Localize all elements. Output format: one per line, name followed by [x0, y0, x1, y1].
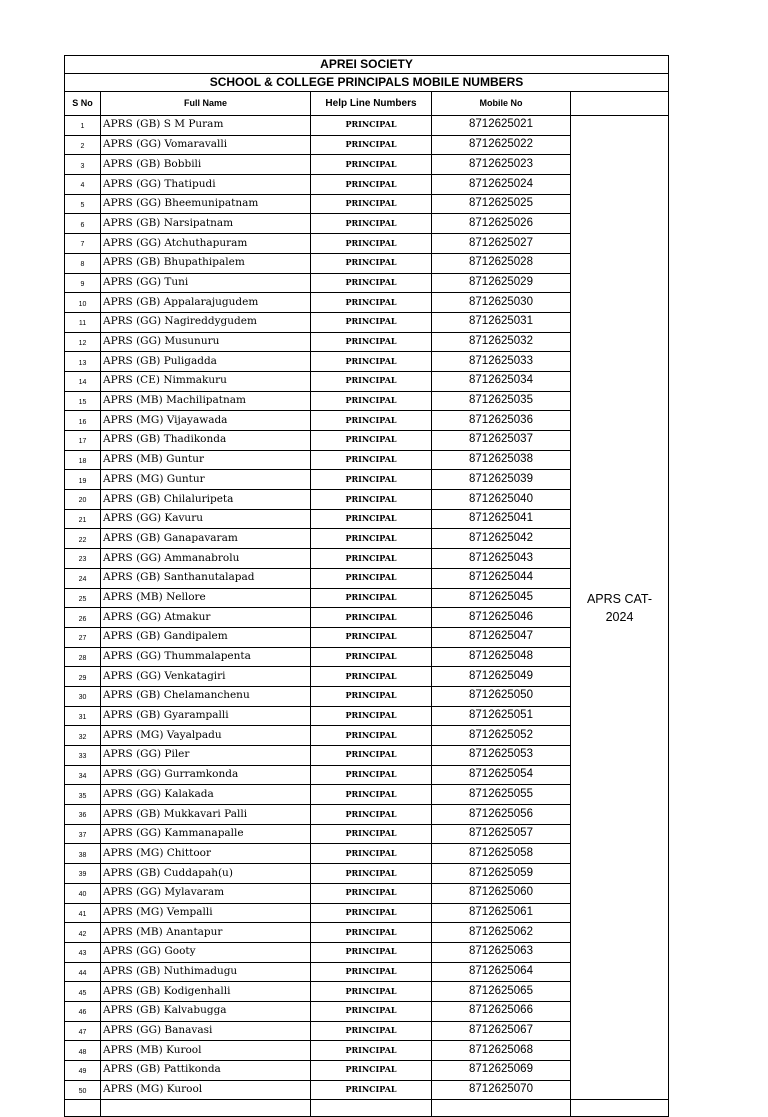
row-mobile: 8712625058: [432, 844, 571, 864]
row-mobile: 8712625037: [432, 431, 571, 451]
row-mobile: 8712625064: [432, 962, 571, 982]
row-mobile: 8712625054: [432, 765, 571, 785]
row-mobile: 8712625063: [432, 942, 571, 962]
row-helpline: PRINCIPAL: [311, 490, 432, 510]
row-helpline: PRINCIPAL: [311, 864, 432, 884]
row-name: APRS (GG) Mylavaram: [101, 883, 311, 903]
row-mobile: 8712625039: [432, 470, 571, 490]
row-helpline: PRINCIPAL: [311, 312, 432, 332]
header-mobile: Mobile No: [432, 92, 571, 116]
row-mobile: 8712625026: [432, 214, 571, 234]
row-helpline: PRINCIPAL: [311, 726, 432, 746]
row-helpline: PRINCIPAL: [311, 332, 432, 352]
row-sno: 36: [65, 805, 101, 825]
row-sno: 20: [65, 490, 101, 510]
row-mobile: 8712625044: [432, 568, 571, 588]
blank-row: [65, 1100, 669, 1117]
header-name: Full Name: [101, 92, 311, 116]
row-name: APRS (MG) Vijayawada: [101, 411, 311, 431]
row-name: APRS (GG) Venkatagiri: [101, 667, 311, 687]
row-mobile: 8712625070: [432, 1080, 571, 1100]
row-sno: 2: [65, 135, 101, 155]
row-name: APRS (MG) Guntur: [101, 470, 311, 490]
row-sno: 30: [65, 686, 101, 706]
row-name: APRS (CE) Nimmakuru: [101, 371, 311, 391]
row-sno: 50: [65, 1080, 101, 1100]
row-sno: 41: [65, 903, 101, 923]
row-sno: 3: [65, 155, 101, 175]
row-name: APRS (GB) Kalvabugga: [101, 1001, 311, 1021]
row-sno: 15: [65, 391, 101, 411]
row-mobile: 8712625066: [432, 1001, 571, 1021]
row-mobile: 8712625061: [432, 903, 571, 923]
row-sno: 16: [65, 411, 101, 431]
row-sno: 14: [65, 371, 101, 391]
row-helpline: PRINCIPAL: [311, 214, 432, 234]
blank-cell: [65, 1100, 101, 1117]
row-helpline: PRINCIPAL: [311, 1001, 432, 1021]
row-sno: 40: [65, 883, 101, 903]
row-helpline: PRINCIPAL: [311, 293, 432, 313]
row-name: APRS (GG) Nagireddygudem: [101, 312, 311, 332]
row-mobile: 8712625069: [432, 1061, 571, 1081]
row-helpline: PRINCIPAL: [311, 450, 432, 470]
row-helpline: PRINCIPAL: [311, 529, 432, 549]
row-helpline: PRINCIPAL: [311, 509, 432, 529]
row-name: APRS (GG) Tuni: [101, 273, 311, 293]
row-name: APRS (GB) Bhupathipalem: [101, 253, 311, 273]
row-sno: 44: [65, 962, 101, 982]
row-name: APRS (MB) Anantapur: [101, 923, 311, 943]
row-helpline: PRINCIPAL: [311, 785, 432, 805]
row-helpline: PRINCIPAL: [311, 667, 432, 687]
document-title: APREI SOCIETY: [65, 56, 669, 74]
row-helpline: PRINCIPAL: [311, 391, 432, 411]
row-mobile: 8712625021: [432, 116, 571, 136]
row-mobile: 8712625047: [432, 627, 571, 647]
row-helpline: PRINCIPAL: [311, 844, 432, 864]
row-mobile: 8712625053: [432, 746, 571, 766]
row-mobile: 8712625060: [432, 883, 571, 903]
row-sno: 37: [65, 824, 101, 844]
row-helpline: PRINCIPAL: [311, 116, 432, 136]
row-helpline: PRINCIPAL: [311, 942, 432, 962]
row-mobile: 8712625043: [432, 549, 571, 569]
row-helpline: PRINCIPAL: [311, 549, 432, 569]
row-mobile: 8712625046: [432, 608, 571, 628]
row-sno: 12: [65, 332, 101, 352]
row-mobile: 8712625024: [432, 175, 571, 195]
row-helpline: PRINCIPAL: [311, 903, 432, 923]
row-sno: 48: [65, 1041, 101, 1061]
row-mobile: 8712625025: [432, 194, 571, 214]
row-sno: 17: [65, 431, 101, 451]
row-name: APRS (MB) Nellore: [101, 588, 311, 608]
header-blank: [571, 92, 669, 116]
row-mobile: 8712625056: [432, 805, 571, 825]
row-sno: 45: [65, 982, 101, 1002]
row-mobile: 8712625032: [432, 332, 571, 352]
row-sno: 42: [65, 923, 101, 943]
row-helpline: PRINCIPAL: [311, 647, 432, 667]
row-name: APRS (GB) Gyarampalli: [101, 706, 311, 726]
row-sno: 10: [65, 293, 101, 313]
table-row: [65, 116, 669, 136]
row-name: APRS (GG) Musunuru: [101, 332, 311, 352]
row-helpline: PRINCIPAL: [311, 746, 432, 766]
row-name: APRS (GG) Bheemunipatnam: [101, 194, 311, 214]
row-helpline: PRINCIPAL: [311, 431, 432, 451]
category-label: APRS CAT- 2024: [571, 116, 669, 1100]
row-helpline: PRINCIPAL: [311, 883, 432, 903]
row-helpline: PRINCIPAL: [311, 805, 432, 825]
row-name: APRS (GG) Vomaravalli: [101, 135, 311, 155]
row-name: APRS (MG) Chittoor: [101, 844, 311, 864]
row-name: APRS (GB) Thadikonda: [101, 431, 311, 451]
row-sno: 38: [65, 844, 101, 864]
row-name: APRS (GG) Kammanapalle: [101, 824, 311, 844]
row-helpline: PRINCIPAL: [311, 1021, 432, 1041]
row-sno: 13: [65, 352, 101, 372]
row-sno: 26: [65, 608, 101, 628]
row-mobile: 8712625033: [432, 352, 571, 372]
row-helpline: PRINCIPAL: [311, 824, 432, 844]
row-helpline: PRINCIPAL: [311, 588, 432, 608]
row-helpline: PRINCIPAL: [311, 1080, 432, 1100]
row-sno: 35: [65, 785, 101, 805]
row-sno: 49: [65, 1061, 101, 1081]
row-sno: 8: [65, 253, 101, 273]
row-name: APRS (GB) Chilaluripeta: [101, 490, 311, 510]
row-mobile: 8712625042: [432, 529, 571, 549]
row-mobile: 8712625041: [432, 509, 571, 529]
row-name: APRS (GG) Thummalapenta: [101, 647, 311, 667]
row-mobile: 8712625048: [432, 647, 571, 667]
principals-table: [64, 55, 669, 1117]
row-mobile: 8712625034: [432, 371, 571, 391]
row-sno: 39: [65, 864, 101, 884]
document-subtitle: SCHOOL & COLLEGE PRINCIPALS MOBILE NUMBERS: [65, 74, 669, 92]
row-name: APRS (GB) Chelamanchenu: [101, 686, 311, 706]
row-name: APRS (MG) Vempalli: [101, 903, 311, 923]
row-name: APRS (GB) S M Puram: [101, 116, 311, 136]
row-sno: 22: [65, 529, 101, 549]
row-sno: 19: [65, 470, 101, 490]
row-helpline: PRINCIPAL: [311, 411, 432, 431]
row-mobile: 8712625065: [432, 982, 571, 1002]
row-mobile: 8712625031: [432, 312, 571, 332]
row-sno: 33: [65, 746, 101, 766]
row-sno: 47: [65, 1021, 101, 1041]
row-mobile: 8712625062: [432, 923, 571, 943]
row-mobile: 8712625068: [432, 1041, 571, 1061]
row-mobile: 8712625059: [432, 864, 571, 884]
row-mobile: 8712625040: [432, 490, 571, 510]
row-sno: 43: [65, 942, 101, 962]
row-mobile: 8712625029: [432, 273, 571, 293]
row-sno: 9: [65, 273, 101, 293]
row-name: APRS (MG) Vayalpadu: [101, 726, 311, 746]
row-sno: 34: [65, 765, 101, 785]
row-mobile: 8712625027: [432, 234, 571, 254]
row-mobile: 8712625067: [432, 1021, 571, 1041]
row-name: APRS (GB) Nuthimadugu: [101, 962, 311, 982]
row-helpline: PRINCIPAL: [311, 765, 432, 785]
row-helpline: PRINCIPAL: [311, 155, 432, 175]
row-mobile: 8712625051: [432, 706, 571, 726]
row-name: APRS (GG) Banavasi: [101, 1021, 311, 1041]
blank-cell: [432, 1100, 571, 1117]
row-helpline: PRINCIPAL: [311, 923, 432, 943]
row-mobile: 8712625052: [432, 726, 571, 746]
header-helpline: Help Line Numbers: [311, 92, 432, 116]
row-name: APRS (GG) Atmakur: [101, 608, 311, 628]
row-sno: 29: [65, 667, 101, 687]
row-mobile: 8712625036: [432, 411, 571, 431]
row-mobile: 8712625022: [432, 135, 571, 155]
row-helpline: PRINCIPAL: [311, 175, 432, 195]
row-sno: 32: [65, 726, 101, 746]
header-sno: S No: [65, 92, 101, 116]
row-sno: 5: [65, 194, 101, 214]
row-name: APRS (MG) Kurool: [101, 1080, 311, 1100]
row-mobile: 8712625050: [432, 686, 571, 706]
row-name: APRS (GB) Pattikonda: [101, 1061, 311, 1081]
row-sno: 31: [65, 706, 101, 726]
row-sno: 23: [65, 549, 101, 569]
row-name: APRS (MB) Kurool: [101, 1041, 311, 1061]
row-helpline: PRINCIPAL: [311, 352, 432, 372]
row-sno: 21: [65, 509, 101, 529]
row-mobile: 8712625045: [432, 588, 571, 608]
row-mobile: 8712625023: [432, 155, 571, 175]
row-name: APRS (MB) Machilipatnam: [101, 391, 311, 411]
row-helpline: PRINCIPAL: [311, 627, 432, 647]
row-name: APRS (GB) Mukkavari Palli: [101, 805, 311, 825]
row-name: APRS (GB) Cuddapah(u): [101, 864, 311, 884]
row-sno: 24: [65, 568, 101, 588]
row-mobile: 8712625055: [432, 785, 571, 805]
row-sno: 46: [65, 1001, 101, 1021]
row-mobile: 8712625057: [432, 824, 571, 844]
row-mobile: 8712625049: [432, 667, 571, 687]
row-name: APRS (GG) Piler: [101, 746, 311, 766]
row-mobile: 8712625035: [432, 391, 571, 411]
row-name: APRS (GB) Puligadda: [101, 352, 311, 372]
row-helpline: PRINCIPAL: [311, 706, 432, 726]
row-sno: 7: [65, 234, 101, 254]
row-helpline: PRINCIPAL: [311, 608, 432, 628]
row-name: APRS (GG) Kalakada: [101, 785, 311, 805]
row-sno: 6: [65, 214, 101, 234]
row-name: APRS (GG) Kavuru: [101, 509, 311, 529]
row-name: APRS (GG) Atchuthapuram: [101, 234, 311, 254]
row-helpline: PRINCIPAL: [311, 135, 432, 155]
row-helpline: PRINCIPAL: [311, 1061, 432, 1081]
row-name: APRS (GB) Bobbili: [101, 155, 311, 175]
row-helpline: PRINCIPAL: [311, 982, 432, 1002]
row-helpline: PRINCIPAL: [311, 253, 432, 273]
blank-cell: [311, 1100, 432, 1117]
row-helpline: PRINCIPAL: [311, 1041, 432, 1061]
row-sno: 4: [65, 175, 101, 195]
row-name: APRS (GG) Gurramkonda: [101, 765, 311, 785]
row-sno: 27: [65, 627, 101, 647]
row-sno: 28: [65, 647, 101, 667]
row-helpline: PRINCIPAL: [311, 686, 432, 706]
row-helpline: PRINCIPAL: [311, 194, 432, 214]
row-name: APRS (GG) Ammanabrolu: [101, 549, 311, 569]
row-name: APRS (GB) Santhanutalapad: [101, 568, 311, 588]
row-name: APRS (GB) Ganapavaram: [101, 529, 311, 549]
row-mobile: 8712625030: [432, 293, 571, 313]
row-name: APRS (GG) Thatipudi: [101, 175, 311, 195]
row-name: APRS (GB) Gandipalem: [101, 627, 311, 647]
row-name: APRS (GB) Kodigenhalli: [101, 982, 311, 1002]
row-name: APRS (GG) Gooty: [101, 942, 311, 962]
blank-cell: [571, 1100, 669, 1117]
row-helpline: PRINCIPAL: [311, 371, 432, 391]
row-mobile: 8712625028: [432, 253, 571, 273]
header-row: [65, 92, 669, 116]
row-helpline: PRINCIPAL: [311, 470, 432, 490]
row-sno: 11: [65, 312, 101, 332]
row-name: APRS (MB) Guntur: [101, 450, 311, 470]
row-sno: 18: [65, 450, 101, 470]
row-mobile: 8712625038: [432, 450, 571, 470]
row-sno: 1: [65, 116, 101, 136]
row-helpline: PRINCIPAL: [311, 234, 432, 254]
row-name: APRS (GB) Appalarajugudem: [101, 293, 311, 313]
row-helpline: PRINCIPAL: [311, 568, 432, 588]
blank-cell: [101, 1100, 311, 1117]
row-helpline: PRINCIPAL: [311, 962, 432, 982]
row-name: APRS (GB) Narsipatnam: [101, 214, 311, 234]
row-sno: 25: [65, 588, 101, 608]
row-helpline: PRINCIPAL: [311, 273, 432, 293]
